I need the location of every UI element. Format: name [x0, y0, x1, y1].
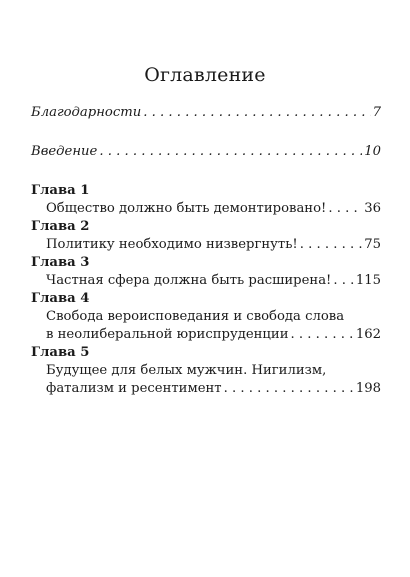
dot-leader — [224, 380, 354, 398]
chapter-heading-2: Глава 2 — [31, 219, 90, 234]
toc-entry-chapter-4[interactable] — [46, 326, 381, 344]
chapter-title: Частная сфера должна быть расширена! — [46, 273, 332, 288]
toc-entry-chapter-3[interactable] — [46, 272, 381, 290]
toc-entry-page: 75 — [364, 237, 381, 252]
dot-leader — [99, 143, 362, 161]
toc-entry-introduction[interactable] — [31, 143, 381, 161]
dot-leader — [333, 272, 353, 290]
dot-leader — [328, 200, 362, 218]
chapter-title: Общество должно быть демонтировано! — [46, 201, 327, 216]
chapter-title: фатализм и ресентимент — [46, 381, 222, 396]
chapter-title-line: Свобода вероисповедания и свобода слова — [46, 309, 345, 324]
toc-entry-page: 10 — [364, 144, 381, 159]
dot-leader — [291, 326, 354, 344]
toc-entry-label: Благодарности — [31, 105, 142, 120]
chapter-title-line: Будущее для белых мужчин. Нигилизм, — [46, 363, 327, 378]
toc-entry-chapter-1[interactable] — [46, 200, 381, 218]
chapter-title: в неолиберальной юриспруденции — [46, 327, 289, 342]
chapter-heading-1: Глава 1 — [31, 183, 90, 198]
toc-entry-chapter-5[interactable] — [46, 380, 381, 398]
toc-entry-page: 36 — [364, 201, 381, 216]
toc-entry-page: 198 — [355, 381, 381, 396]
toc-entry-page: 7 — [372, 105, 381, 120]
dot-leader — [300, 236, 363, 254]
chapter-heading-4: Глава 4 — [31, 291, 90, 306]
chapter-heading-3: Глава 3 — [31, 255, 90, 270]
toc-title: Оглавление — [144, 64, 266, 86]
toc-entry-chapter-2[interactable] — [46, 236, 381, 254]
chapter-heading-5: Глава 5 — [31, 345, 90, 360]
toc-entry-label: Введение — [31, 144, 98, 159]
toc-entry-page: 115 — [355, 273, 381, 288]
dot-leader — [143, 104, 370, 122]
chapter-title: Политику необходимо низвергнуть! — [46, 237, 298, 252]
toc-entry-page: 162 — [355, 327, 381, 342]
toc-entry-acknowledgements[interactable] — [31, 104, 381, 122]
